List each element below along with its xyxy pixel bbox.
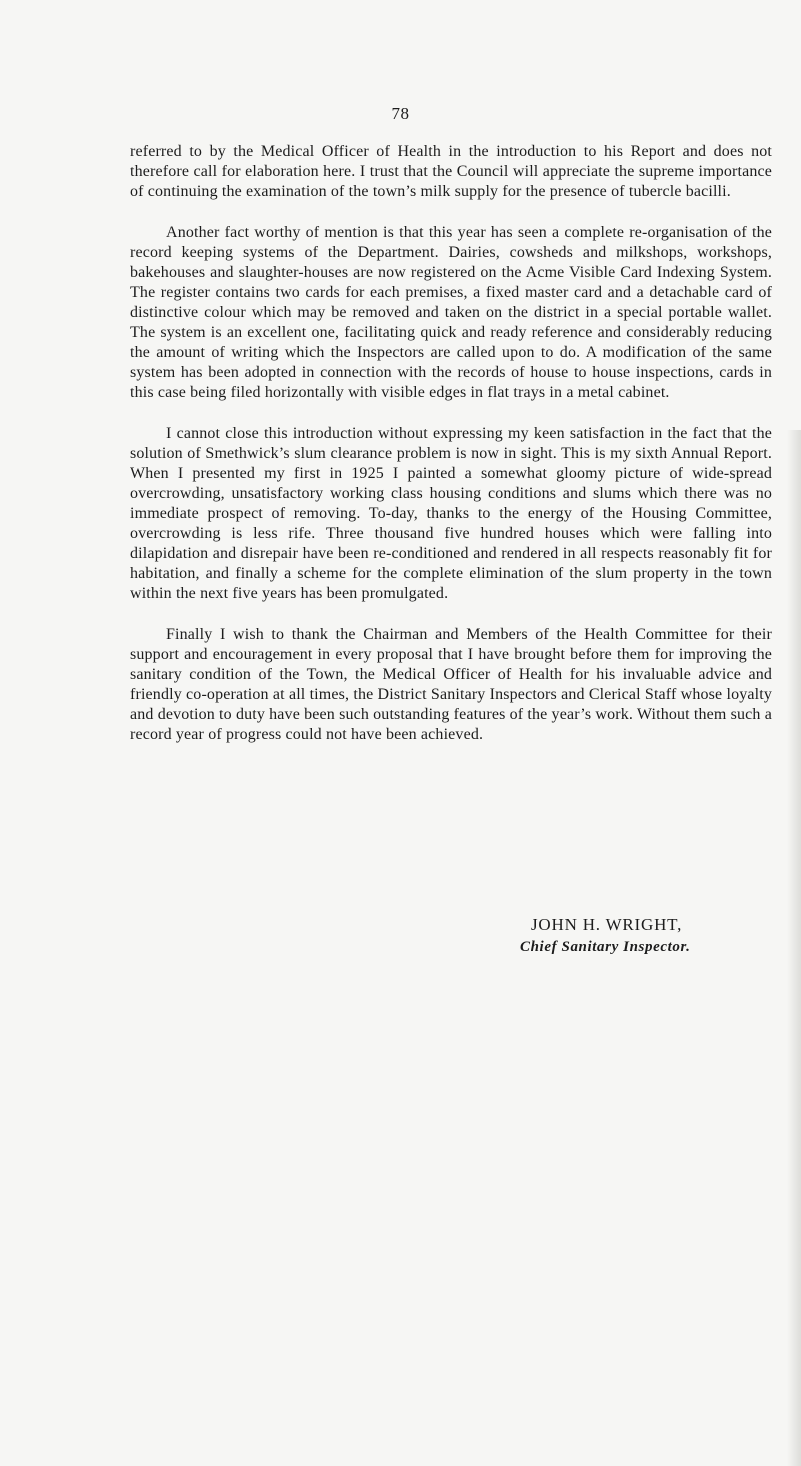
paragraph-continuation: referred to by the Medical Officer of Health in the introduction to his Report and does not therefore call for elaboration here. I trust that the Council will appreciate the supreme importance of continuing the examination of the town’s milk supply for the presence of tubercle bacilli.: [130, 143, 772, 200]
paragraph-record-keeping: Another fact worthy of mention is that this year has seen a complete re-organisation of the record keeping systems of the Department. Dairies, cowsheds and milkshops, workshops, bakehouses and slaughter-houses are now registered on the Acme Visible Card Indexing System. The register contains two cards for each premises, a fixed master card and a detachable card of distinctive colour which may be removed and taken on the district in a special portable wallet. The system is an excellent one, facilitating quick and ready reference and considerably reducing the amount of writing which the Inspectors are called upon to do. A modification of the same system has been adopted in connection with the records of house to house inspections, cards in this case being filed horizontally with visible edges in flat trays in a metal cabinet.: [130, 224, 772, 401]
page-number: 78: [391, 104, 410, 123]
signatory-title: Chief Sanitary Inspector.: [520, 939, 691, 955]
paragraph-slum-clearance: I cannot close this introduction without expressing my keen satisfaction in the fact that the solution of Smethwick’s slum clearance problem is now in sight. This is my sixth Annual Report. When I presented my first in 1925 I painted a somewhat gloomy picture of wide-spread overcrowding, unsatisfactory working class housing conditions and slums which there was no immediate prospect of removing. To-day, thanks to the energy of the Housing Committee, overcrowding is less rife. Three thousand five hundred houses which were falling into dilapidation and disrepair have been re-conditioned and rendered in all respects reasonably fit for habitation, and finally a scheme for the complete elimination of the slum property in the town within the next five years has been promulgated.: [130, 425, 772, 602]
body-text: [130, 142, 772, 766]
paragraph-acknowledgements: Finally I wish to thank the Chairman and Members of the Health Committee for their support and encouragement in every proposal that I have brought before them for improving the sanitary condition of the Town, the Medical Officer of Health for his invaluable advice and friendly co-operation at all times, the District Sanitary Inspectors and Clerical Staff whose loyalty and devotion to duty have been such outstanding features of the year’s work. Without them such a record year of progress could not have been achieved.: [130, 626, 772, 743]
signatory-name: JOHN H. WRIGHT,: [531, 915, 683, 934]
page-edge-shadow: [787, 430, 801, 1466]
signature-block: [520, 915, 780, 956]
